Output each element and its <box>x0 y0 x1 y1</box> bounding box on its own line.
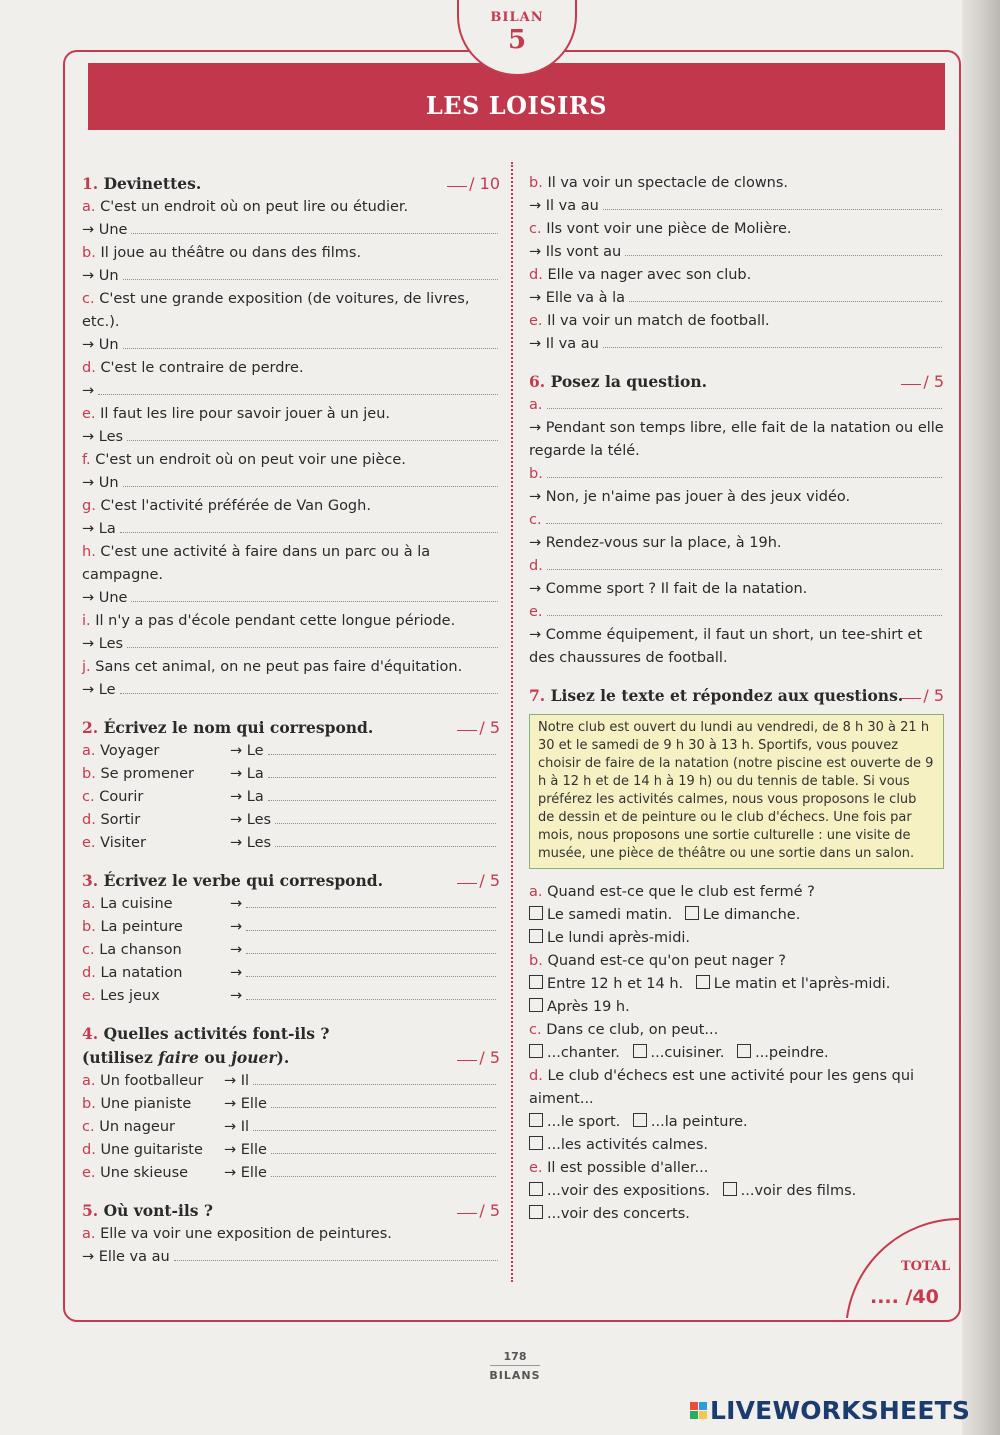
section-title-text: Lisez le texte et répondez aux questions. <box>550 686 904 705</box>
options-row: ...chanter. ...cuisiner. ...peindre. <box>529 1042 944 1065</box>
answer-blank[interactable] <box>123 486 498 487</box>
answer-blank[interactable] <box>603 209 942 210</box>
options-row: ...voir des expositions. ...voir des films. <box>529 1180 944 1203</box>
section-title-text: Écrivez le verbe qui correspond. <box>103 871 384 890</box>
answer-blank[interactable] <box>271 1153 496 1154</box>
column-divider <box>511 162 513 1282</box>
options-row: ...voir des concerts. <box>529 1203 944 1226</box>
answer-blank[interactable] <box>246 976 496 977</box>
logo-square <box>690 1411 698 1419</box>
pair-row: b. Se promener → La <box>82 763 500 786</box>
checkbox[interactable] <box>529 998 543 1012</box>
pair-row: c. La chanson → <box>82 939 500 962</box>
answer-line[interactable]: e. <box>529 601 944 624</box>
page-footer <box>470 1350 560 1382</box>
answer-blank[interactable] <box>120 693 498 694</box>
question: e. Il va voir un match de football. <box>529 313 770 329</box>
page-edge <box>962 0 1000 1435</box>
pair-row: b. Une pianiste → Elle <box>82 1093 500 1116</box>
total-score: .... /40 <box>870 1286 939 1308</box>
answer-line[interactable]: → Elle va au <box>82 1246 500 1269</box>
answer-blank[interactable] <box>246 999 496 1000</box>
options-row: Le samedi matin. Le dimanche. <box>529 904 944 927</box>
section-1-title <box>82 172 500 196</box>
question: i. Il n'y a pas d'école pendant cette longue période. <box>82 613 456 629</box>
checkbox[interactable] <box>529 975 543 989</box>
question: c. Ils vont voir une pièce de Molière. <box>529 221 792 237</box>
answer-line[interactable]: → Une <box>82 587 500 610</box>
section-score: / 5 <box>901 684 944 708</box>
answer-blank[interactable] <box>123 279 498 280</box>
pair-row: b. La peinture → <box>82 916 500 939</box>
response: → Rendez-vous sur la place, à 19h. <box>529 535 782 551</box>
answer-line[interactable]: → Un <box>82 265 500 288</box>
checkbox[interactable] <box>633 1113 647 1127</box>
answer-blank[interactable] <box>547 615 942 616</box>
options-row: Entre 12 h et 14 h. Le matin et l'après-midi. <box>529 973 944 996</box>
pair-row: a. Un footballeur → Il <box>82 1070 500 1093</box>
section-title-text: Quelles activités font-ils ? <box>103 1024 330 1043</box>
brand-text: LIVEWORKSHEETS <box>710 1396 971 1425</box>
answer-blank[interactable] <box>625 255 942 256</box>
checkbox[interactable] <box>529 1113 543 1127</box>
answer-blank[interactable] <box>174 1260 498 1261</box>
question: c. C'est une grande exposition (de voitures, de livres, etc.). <box>82 291 470 330</box>
answer-line[interactable]: → Il va au <box>529 195 944 218</box>
pair-row: e. Les jeux → <box>82 985 500 1008</box>
question: a. Elle va voir une exposition de peintures. <box>82 1226 392 1242</box>
answer-blank[interactable] <box>546 523 942 524</box>
answer-blank[interactable] <box>629 301 942 302</box>
answer-blank[interactable] <box>123 348 498 349</box>
section-score: / 10 <box>447 172 500 196</box>
answer-blank[interactable] <box>131 233 498 234</box>
answer-blank[interactable] <box>246 930 496 931</box>
pair-row: d. Sortir → Les <box>82 809 500 832</box>
question: d. Le club d'échecs est une activité pour les gens qui aiment... <box>529 1068 915 1107</box>
answer-blank[interactable] <box>547 477 942 478</box>
answer-blank[interactable] <box>268 800 496 801</box>
checkbox[interactable] <box>529 929 543 943</box>
answer-blank[interactable] <box>271 1107 496 1108</box>
question: e. Il est possible d'aller... <box>529 1160 709 1176</box>
answer-line[interactable]: → <box>82 380 500 403</box>
logo-square <box>690 1402 698 1410</box>
checkbox[interactable] <box>529 1044 543 1058</box>
answer-line[interactable]: → Un <box>82 334 500 357</box>
section-number: 1. <box>82 174 99 193</box>
section-title-text: Où vont-ils ? <box>103 1201 213 1220</box>
answer-line[interactable]: → Il va au <box>529 333 944 356</box>
question: e. Il faut les lire pour savoir jouer à un jeu. <box>82 406 391 422</box>
answer-line[interactable]: → Les <box>82 426 500 449</box>
section-score: / 5 <box>457 1199 500 1223</box>
answer-line[interactable]: → La <box>82 518 500 541</box>
checkbox[interactable] <box>737 1044 751 1058</box>
answer-line[interactable]: → Le <box>82 679 500 702</box>
answer-blank[interactable] <box>275 823 496 824</box>
pair-row: a. La cuisine → <box>82 893 500 916</box>
pair-row: e. Une skieuse → Elle <box>82 1162 500 1185</box>
logo-square <box>699 1402 707 1410</box>
options-row: ...le sport. ...la peinture. <box>529 1111 944 1134</box>
answer-line[interactable]: → Les <box>82 633 500 656</box>
reading-text-box: Notre club est ouvert du lundi au vendredi, de 8 h 30 à 21 h 30 et le samedi de 9 h 30 à 13 h. Sportifs, vous pouvez choisir de faire de la natation (notre piscine est ouverte de 9 h à 12 h et de 14 h à 19 h) ou du tennis de table. Si vous préférez les activités calmes, nous vous proposons le club de dessin et de peinture ou le club d'échecs. Une fois par mois, nous proposons une sortie culturelle : une visite de musée, une pièce de théâtre ou une sortie dans un salon. <box>529 714 944 869</box>
response: → Comme sport ? Il fait de la natation. <box>529 581 808 597</box>
checkbox[interactable] <box>723 1182 737 1196</box>
answer-blank[interactable] <box>127 647 498 648</box>
section-title-text: Devinettes. <box>103 174 202 193</box>
right-column <box>529 172 944 1226</box>
answer-blank[interactable] <box>131 601 498 602</box>
section-5-title <box>82 1199 500 1223</box>
section-score: / 5 <box>457 716 500 740</box>
answer-blank[interactable] <box>253 1130 496 1131</box>
section-number: 6. <box>529 372 546 391</box>
footer-label: BILANS <box>489 1369 541 1382</box>
answer-blank[interactable] <box>547 408 943 409</box>
response: → Pendant son temps libre, elle fait de la natation ou elle regarde la télé. <box>529 420 944 459</box>
answer-line[interactable]: → Une <box>82 219 500 242</box>
section-4-title: 4. Quelles activités font-ils ? (utilisez faire ou jouer). / 5 <box>82 1022 500 1070</box>
section-number: 7. <box>529 686 546 705</box>
section-title-text: Posez la question. <box>550 372 708 391</box>
answer-blank[interactable] <box>246 907 496 908</box>
checkbox[interactable] <box>529 1182 543 1196</box>
liveworksheets-logo-icon <box>690 1402 707 1419</box>
answer-blank[interactable] <box>127 440 498 441</box>
pair-row: d. La natation → <box>82 962 500 985</box>
checkbox[interactable] <box>529 1136 543 1150</box>
answer-line[interactable]: a. <box>529 394 944 417</box>
section-3-title <box>82 869 500 893</box>
answer-line[interactable]: → Ils vont au <box>529 241 944 264</box>
left-column <box>82 172 500 1269</box>
question: f. C'est un endroit où on peut voir une pièce. <box>82 452 406 468</box>
answer-blank[interactable] <box>275 846 496 847</box>
page-number: 178 <box>490 1350 540 1366</box>
response: → Non, je n'aime pas jouer à des jeux vidéo. <box>529 489 851 505</box>
question: b. Il joue au théâtre ou dans des films. <box>82 245 362 261</box>
bilan-number: 5 <box>507 25 527 55</box>
answer-blank[interactable] <box>547 569 942 570</box>
liveworksheets-brand <box>690 1396 970 1425</box>
question: j. Sans cet animal, on ne peut pas faire d'équitation. <box>82 659 463 675</box>
page-title: LES LOISIRS <box>425 91 608 120</box>
section-number: 4. <box>82 1024 99 1043</box>
section-2-title <box>82 716 500 740</box>
answer-blank[interactable] <box>120 532 498 533</box>
section-number: 2. <box>82 718 99 737</box>
checkbox[interactable] <box>529 1205 543 1219</box>
question: g. C'est l'activité préférée de Van Gogh. <box>82 498 371 514</box>
options-row: ...les activités calmes. <box>529 1134 944 1157</box>
section-number: 3. <box>82 871 99 890</box>
checkbox[interactable] <box>696 975 710 989</box>
section-title-text: Écrivez le nom qui correspond. <box>103 718 374 737</box>
section-7-title <box>529 684 944 708</box>
pair-row: e. Visiter → Les <box>82 832 500 855</box>
section-score: / 5 <box>457 869 500 893</box>
response: → Comme équipement, il faut un short, un tee-shirt et des chaussures de football. <box>529 627 923 666</box>
pair-row: c. Un nageur → Il <box>82 1116 500 1139</box>
answer-blank[interactable] <box>268 754 496 755</box>
answer-line[interactable]: b. <box>529 463 944 486</box>
answer-blank[interactable] <box>253 1084 496 1085</box>
options-row: Après 19 h. <box>529 996 944 1019</box>
answer-blank[interactable] <box>271 1176 496 1177</box>
question: c. Dans ce club, on peut... <box>529 1022 719 1038</box>
answer-blank[interactable] <box>246 953 496 954</box>
section-score: / 5 <box>457 1046 500 1070</box>
bilan-label: BILAN <box>490 10 544 25</box>
answer-line[interactable]: c. <box>529 509 944 532</box>
checkbox[interactable] <box>685 906 699 920</box>
section-score: / 5 <box>901 370 944 394</box>
answer-line[interactable]: d. <box>529 555 944 578</box>
question: a. C'est un endroit où on peut lire ou étudier. <box>82 199 409 215</box>
question: d. Elle va nager avec son club. <box>529 267 752 283</box>
question: b. Il va voir un spectacle de clowns. <box>529 175 789 191</box>
answer-blank[interactable] <box>603 347 942 348</box>
question: d. C'est le contraire de perdre. <box>82 360 304 376</box>
section-6-title <box>529 370 944 394</box>
checkbox[interactable] <box>633 1044 647 1058</box>
pair-row: c. Courir → La <box>82 786 500 809</box>
question: a. Quand est-ce que le club est fermé ? <box>529 884 815 900</box>
answer-line[interactable]: → Un <box>82 472 500 495</box>
logo-square <box>699 1411 707 1419</box>
answer-line[interactable]: → Elle va à la <box>529 287 944 310</box>
checkbox[interactable] <box>529 906 543 920</box>
pair-row: d. Une guitariste → Elle <box>82 1139 500 1162</box>
question: b. Quand est-ce qu'on peut nager ? <box>529 953 786 969</box>
options-row: Le lundi après-midi. <box>529 927 944 950</box>
section-number: 5. <box>82 1201 99 1220</box>
pair-row: a. Voyager → Le <box>82 740 500 763</box>
answer-blank[interactable] <box>98 394 498 395</box>
question: h. C'est une activité à faire dans un parc ou à la campagne. <box>82 544 431 583</box>
answer-blank[interactable] <box>268 777 496 778</box>
total-label: TOTAL <box>901 1259 951 1274</box>
